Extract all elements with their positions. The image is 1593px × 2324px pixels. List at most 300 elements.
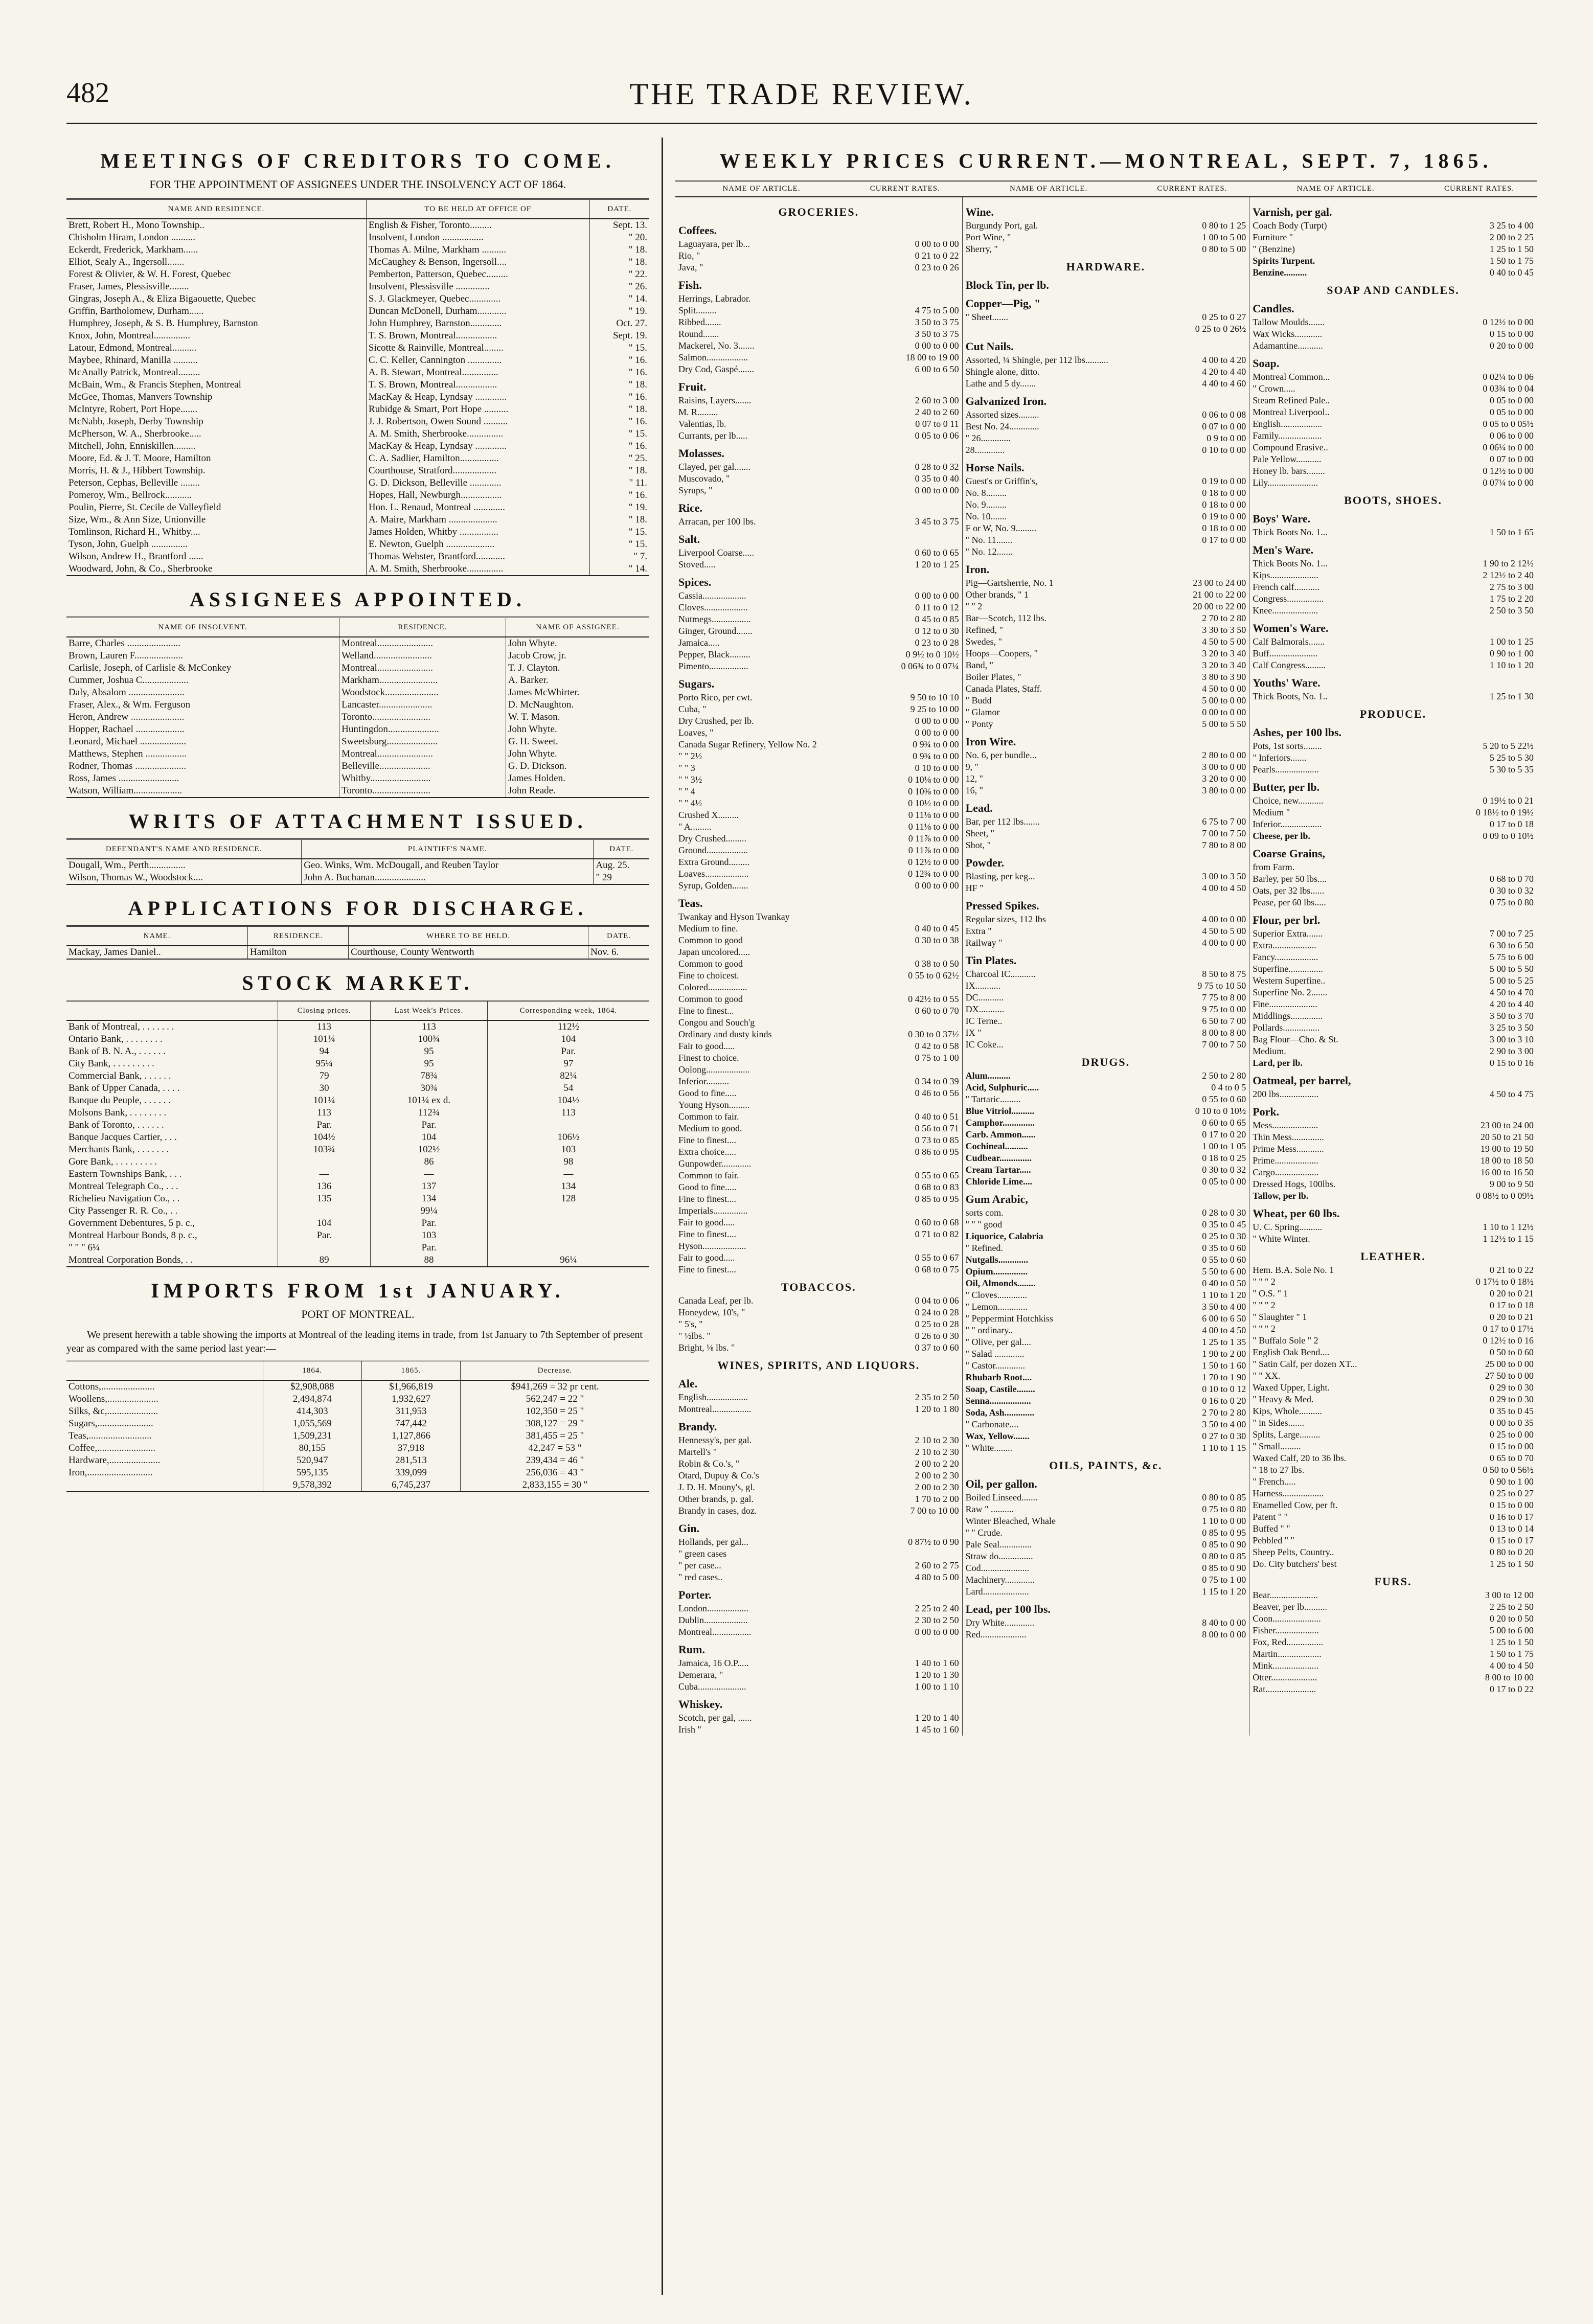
table-cell: " 18. <box>589 244 649 256</box>
price-row <box>1253 928 1534 940</box>
table-row <box>66 477 649 489</box>
price-row <box>1253 1672 1534 1683</box>
price-row <box>966 534 1246 546</box>
price-section-heading: Fish. <box>678 279 702 291</box>
article-rate: 0 80 to 5 00 <box>1202 244 1246 254</box>
table-row <box>66 452 649 465</box>
price-row <box>966 1117 1246 1129</box>
price-section-heading: Wine. <box>965 206 994 218</box>
price-row <box>678 1614 959 1626</box>
col-head-name: NAME OF ARTICLE. <box>1010 185 1088 193</box>
article-rate: 0 40 to 0 45 <box>915 923 959 933</box>
article-name: Scotch, per gal, ...... <box>678 1713 752 1723</box>
table-cell: Ontario Bank, . . . . . . . . <box>69 1034 163 1044</box>
article-name: Loaves................... <box>678 869 749 879</box>
price-row <box>966 1164 1246 1176</box>
price-row <box>966 648 1246 659</box>
article-rate: 1 12½ to 1 15 <box>1483 1234 1534 1244</box>
article-rate: 0 18 to 0 00 <box>1202 523 1246 533</box>
table-cell: — <box>487 1168 649 1180</box>
article-name: Bar—Scotch, 112 lbs. <box>965 613 1046 623</box>
article-rate: 0 05 to 0 05½ <box>1483 419 1534 429</box>
article-rate: 2 70 to 2 80 <box>1202 613 1246 623</box>
price-row <box>1253 795 1534 807</box>
price-column <box>1249 197 1537 1736</box>
article-rate: 5 75 to 6 00 <box>1489 952 1534 962</box>
article-name: Compound Erasive.. <box>1253 442 1328 452</box>
table-cell: " 19. <box>589 305 649 317</box>
price-row <box>966 601 1246 612</box>
article-name: " Refined. <box>965 1243 1003 1253</box>
article-rate: 0 06 to 0 08 <box>1202 409 1246 420</box>
price-row <box>678 1123 959 1134</box>
price-row <box>678 1560 959 1571</box>
price-row <box>678 395 959 406</box>
price-row <box>1253 873 1534 885</box>
price-row <box>1253 1523 1534 1535</box>
price-row <box>1253 1264 1534 1276</box>
price-row <box>678 1548 959 1560</box>
article-rate: 0 19½ to 0 21 <box>1483 795 1534 806</box>
price-row <box>1253 659 1534 671</box>
article-rate: 5 00 to 5 50 <box>1202 719 1246 729</box>
price-row <box>678 1064 959 1076</box>
table-cell: 6,745,237 <box>361 1479 460 1492</box>
article-rate: 3 20 to 3 40 <box>1202 660 1246 670</box>
article-name: " per case... <box>678 1560 721 1570</box>
table-cell: McPherson, W. A., Sherbrooke..... <box>69 428 201 439</box>
table-cell: Pomeroy, Wm., Bellrock........... <box>69 490 192 500</box>
article-rate: 0 90 to 1 00 <box>1489 648 1534 658</box>
article-name: " 18 to 27 lbs. <box>1253 1465 1305 1475</box>
table-cell: " 18. <box>589 403 649 416</box>
price-section-heading: PRODUCE. <box>1359 708 1427 720</box>
table-cell: Daly, Absalom ....................... <box>69 687 185 698</box>
price-section-heading: Varnish, per gal. <box>1253 206 1332 218</box>
article-rate: 0 11⅞ to 0 00 <box>908 845 959 855</box>
article-name: DX........... <box>965 1004 1005 1014</box>
article-name: " ½lbs. " <box>678 1331 711 1341</box>
table-cell: Toronto........................ <box>339 711 506 723</box>
table-cell: Knox, John, Montreal............... <box>69 330 191 341</box>
price-row <box>678 1603 959 1614</box>
article-rate: 25 00 to 0 00 <box>1485 1359 1534 1369</box>
article-name: Bar, per 112 lbs....... <box>965 816 1040 827</box>
article-rate: 1 90 to 2 12½ <box>1483 558 1534 568</box>
price-section-heading: Powder. <box>965 856 1005 869</box>
article-rate: 1 25 to 1 30 <box>1489 691 1534 701</box>
article-name: " Sheet....... <box>965 312 1008 322</box>
price-row <box>678 1392 959 1403</box>
table-cell: Commercial Bank, . . . . . . <box>69 1070 171 1081</box>
table-cell: 103 <box>487 1144 649 1156</box>
table-cell: Gingras, Joseph A., & Eliza Bigaouette, Quebec <box>69 293 256 304</box>
article-rate: 1 20 to 1 40 <box>915 1713 959 1723</box>
article-rate: 5 00 to 5 50 <box>1489 964 1534 974</box>
table-cell: Welland........................ <box>339 650 506 662</box>
article-name: " " 3½ <box>678 774 702 785</box>
article-rate: 6 30 to 6 50 <box>1489 940 1534 950</box>
article-rate: 0 17 to 0 18 <box>1489 1300 1534 1310</box>
price-row <box>678 1724 959 1736</box>
price-row <box>1253 1476 1534 1488</box>
table-cell: 100¾ <box>371 1033 488 1045</box>
article-rate: 0 12½ to 0 00 <box>908 857 959 867</box>
article-name: Bear..................... <box>1253 1590 1318 1600</box>
table-cell: Duncan McDonell, Durham............ <box>366 305 589 317</box>
price-row <box>678 993 959 1005</box>
table-cell: Heron, Andrew ...................... <box>69 712 185 722</box>
column-header <box>66 1001 278 1021</box>
article-rate: 2 00 to 2 30 <box>915 1482 959 1492</box>
article-rate: 2 30 to 2 50 <box>915 1615 959 1625</box>
table-cell: Silks, &c,..................... <box>69 1406 158 1417</box>
article-rate: 3 20 to 0 00 <box>1202 773 1246 784</box>
article-name: Enamelled Cow, per ft. <box>1253 1500 1338 1510</box>
article-rate <box>875 1064 959 1076</box>
article-rate: 0 27 to 0 30 <box>1202 1431 1246 1441</box>
article-rate: 1 00 to 5 00 <box>1202 232 1246 242</box>
article-name: Rhubarb Root.... <box>965 1372 1032 1382</box>
article-rate: 1 50 to 1 75 <box>1489 256 1534 266</box>
table-cell: Brown, Lauren F.................... <box>69 650 183 661</box>
article-name: " in Sides....... <box>1253 1418 1305 1428</box>
table-cell: Montreal....................... <box>339 748 506 760</box>
article-rate: 0 11⅛ to 0 00 <box>908 822 959 832</box>
table-cell: " 15. <box>589 428 649 440</box>
article-name: Choice, new........... <box>1253 795 1324 806</box>
article-rate: 0 20 to 0 21 <box>1489 1312 1534 1322</box>
column-header: NAME. <box>66 926 248 946</box>
article-name: English.................. <box>678 1392 748 1402</box>
price-row <box>966 1430 1246 1442</box>
price-row <box>1253 1546 1534 1558</box>
article-rate: 0 30 to 0 32 <box>1489 885 1534 896</box>
article-name: Canada Sugar Refinery, Yellow No. 2 <box>678 739 817 749</box>
article-rate: 0 18 to 0 00 <box>1202 488 1246 498</box>
col-head-name: NAME OF ARTICLE. <box>722 185 801 193</box>
article-name: Bright, ⅛ lbs. " <box>678 1342 735 1353</box>
price-section-heading: Coffees. <box>678 224 717 237</box>
article-name: Coach Body (Turpt) <box>1253 220 1327 231</box>
column-header: NAME OF ASSIGNEE. <box>506 618 649 637</box>
price-row <box>1253 963 1534 975</box>
article-rate: 0 50 to 0 60 <box>1489 1347 1534 1357</box>
article-name: Demerara, " <box>678 1670 723 1680</box>
table-cell: 9,578,392 <box>263 1479 361 1492</box>
article-name: " Budd <box>965 695 992 705</box>
article-rate: 1 10 to 1 12½ <box>1483 1222 1534 1232</box>
article-name: 200 lbs................. <box>1253 1089 1319 1099</box>
price-row <box>1253 1417 1534 1429</box>
article-name: " Lemon............. <box>965 1302 1028 1312</box>
price-section-heading: Copper—Pig, " <box>965 297 1041 310</box>
article-rate: 0 37 to 0 60 <box>915 1342 959 1353</box>
table-row <box>66 662 649 674</box>
article-name: Burgundy Port, gal. <box>965 220 1038 231</box>
article-name: Canada Leaf, per lb. <box>678 1295 754 1306</box>
table-cell: 101¼ ex d. <box>371 1095 488 1107</box>
article-name: Round....... <box>678 329 719 339</box>
article-name: Fine to choicest. <box>678 970 739 981</box>
table-cell: 95 <box>371 1058 488 1070</box>
table-cell: 104 <box>487 1033 649 1045</box>
price-row <box>966 914 1246 925</box>
article-name: Cassia................... <box>678 590 746 601</box>
article-rate: 23 00 to 24 00 <box>1193 578 1246 588</box>
article-name: Lard.................... <box>965 1586 1029 1597</box>
table-row <box>66 1205 649 1217</box>
article-name: " Slaughter " 1 <box>1253 1312 1307 1322</box>
price-section-heading: Butter, per lb. <box>1253 781 1320 793</box>
price-row <box>1253 569 1534 581</box>
table-cell: Elliot, Sealy A., Ingersoll....... <box>69 257 185 267</box>
article-rate <box>875 1205 959 1217</box>
table-row <box>66 232 649 244</box>
table-cell: McAnally Patrick, Montreal......... <box>69 367 200 378</box>
table-row <box>66 1193 649 1205</box>
col-head-rate: CURRENT RATES. <box>1157 185 1227 193</box>
article-name: English.................. <box>1253 419 1323 429</box>
article-name: " Satin Calf, per dozen XT... <box>1253 1359 1357 1369</box>
price-row <box>966 1027 1246 1039</box>
article-name: " red cases.. <box>678 1572 723 1582</box>
price-row <box>678 1193 959 1205</box>
article-rate: 0 80 to 0 20 <box>1489 1547 1534 1557</box>
price-row <box>966 589 1246 601</box>
table-cell: Montreal Telegraph Co., . . . <box>69 1181 178 1192</box>
article-rate: 5 25 to 5 30 <box>1489 753 1534 763</box>
article-name: " " " 2 <box>1253 1324 1276 1334</box>
article-rate: 9 00 to 9 50 <box>1489 1179 1534 1189</box>
article-rate: 3 45 to 3 75 <box>915 516 959 527</box>
article-name: Pimento................. <box>678 661 748 671</box>
article-rate: 9 75 to 0 00 <box>1202 1004 1246 1014</box>
article-rate: 0 30 to 0 37½ <box>908 1029 959 1039</box>
price-row <box>678 868 959 880</box>
table-cell: Hopper, Rachael .................... <box>69 724 185 735</box>
article-rate: 2 00 to 2 30 <box>915 1470 959 1480</box>
price-row <box>1253 1022 1534 1034</box>
article-rate: 0 60 to 0 70 <box>915 1006 959 1016</box>
article-name: Young Hyson......... <box>678 1100 750 1110</box>
price-row <box>966 1289 1246 1301</box>
price-row <box>1253 1288 1534 1300</box>
article-rate: 0 30 to 0 32 <box>1202 1165 1246 1175</box>
table-cell: 112¾ <box>371 1107 488 1119</box>
price-row <box>966 1039 1246 1051</box>
article-rate: 0 10 to 0 00 <box>915 763 959 773</box>
table-cell: Geo. Winks, Wm. McDougall, and Reuben Taylor <box>302 859 594 872</box>
article-name: Knee.................... <box>1253 605 1318 616</box>
article-rate: 8 00 to 0 00 <box>1202 1629 1246 1639</box>
article-name: Lathe and 5 dy....... <box>965 378 1036 389</box>
price-row <box>678 946 959 958</box>
price-row <box>1253 1323 1534 1335</box>
article-rate: 0 11⅞ to 0 00 <box>908 833 959 844</box>
price-row <box>966 1503 1246 1515</box>
table-cell: " 18. <box>589 379 649 391</box>
table-cell: Leonard, Michael ................... <box>69 736 187 747</box>
article-rate: 7 00 to 7 50 <box>1202 1039 1246 1050</box>
price-row <box>966 487 1246 499</box>
article-rate: 0 11⅛ to 0 00 <box>908 810 959 820</box>
table-cell: 1,932,627 <box>361 1393 460 1405</box>
price-row <box>966 636 1246 648</box>
price-row <box>966 1492 1246 1503</box>
article-rate: 0 25 to 0 28 <box>915 1319 959 1329</box>
article-rate: 20 50 to 21 50 <box>1480 1132 1534 1142</box>
article-rate: 0 06 to 0 00 <box>1489 430 1534 441</box>
price-row <box>1253 885 1534 897</box>
price-row <box>966 1629 1246 1641</box>
price-row <box>678 660 959 672</box>
price-row <box>1253 1589 1534 1601</box>
price-row <box>1253 430 1534 442</box>
table-cell: " 18. <box>589 514 649 526</box>
article-name: Kips..................... <box>1253 570 1318 580</box>
price-row <box>1253 1221 1534 1233</box>
price-row <box>1253 220 1534 232</box>
article-rate: 0 15 to 0 00 <box>1489 1441 1534 1451</box>
table-cell: 1,055,569 <box>263 1418 361 1430</box>
article-name: Port Wine, " <box>965 232 1011 242</box>
article-rate: 0 23 to 0 28 <box>915 637 959 648</box>
article-rate: 0 75 to 0 80 <box>1202 1504 1246 1514</box>
article-name: Hollands, per gal... <box>678 1537 748 1547</box>
article-name: Salmon.................. <box>678 352 748 362</box>
article-name: Buffed " " <box>1253 1523 1290 1534</box>
table-cell: " 15. <box>589 342 649 354</box>
table-cell: Rodner, Thomas ..................... <box>69 761 187 771</box>
article-rate: 1 25 to 1 50 <box>1489 244 1534 254</box>
price-row <box>966 323 1246 335</box>
article-name: Honeydew, 10's, " <box>678 1307 745 1317</box>
table-cell: 96¼ <box>487 1254 649 1267</box>
article-name: Fox, Red................ <box>1253 1637 1324 1647</box>
price-section-heading: OILS, PAINTS, &c. <box>1049 1459 1163 1472</box>
article-rate <box>875 1548 959 1560</box>
article-name: Shot, " <box>965 840 991 850</box>
price-row <box>1253 1034 1534 1045</box>
table-cell: 113 <box>487 1107 649 1119</box>
table-cell: " 19. <box>589 502 649 514</box>
table-cell: 562,247 = 22 " <box>461 1393 649 1405</box>
table-cell: Montreal Harbour Bonds, 8 p. c., <box>69 1230 197 1241</box>
price-row <box>1253 691 1534 702</box>
price-section-heading: Iron. <box>965 563 990 576</box>
table-row <box>66 785 649 798</box>
table-cell: Poulin, Pierre, St. Cecile de Valleyfield <box>69 502 221 513</box>
price-row <box>678 418 959 430</box>
price-section-heading: Gum Arabic, <box>965 1193 1028 1205</box>
article-rate <box>875 1017 959 1029</box>
article-rate: 18 00 to 18 50 <box>1480 1155 1534 1166</box>
price-row <box>1253 1558 1534 1570</box>
price-row <box>1253 605 1534 617</box>
table-cell: 104½ <box>487 1095 649 1107</box>
article-name: Rio, " <box>678 250 700 261</box>
price-row <box>678 692 959 703</box>
price-row <box>966 1325 1246 1336</box>
price-row <box>678 328 959 340</box>
price-row <box>678 1158 959 1170</box>
article-rate: 0 26 to 0 30 <box>915 1331 959 1341</box>
article-rate: 4 00 to 0 00 <box>1202 914 1246 924</box>
article-rate: 1 50 to 1 60 <box>1202 1360 1246 1371</box>
article-name: Camphor.............. <box>965 1118 1035 1128</box>
article-name: Waxed Calf, 20 to 36 lbs. <box>1253 1453 1347 1463</box>
table-cell <box>278 1205 371 1217</box>
table-cell: A. M. Smith, Sherbrooke............... <box>366 563 589 576</box>
table-cell: 102½ <box>371 1144 488 1156</box>
article-rate: 8 00 to 8 00 <box>1202 1028 1246 1038</box>
price-row <box>678 1307 959 1318</box>
article-name: Canada Plates, Staff. <box>965 683 1042 694</box>
article-name: Good to fine..... <box>678 1182 737 1192</box>
price-row <box>966 718 1246 730</box>
table-cell: Sicotte & Rainville, Montreal........ <box>366 342 589 354</box>
price-row <box>678 982 959 993</box>
prices-header-row <box>675 180 1537 197</box>
price-row <box>678 1403 959 1415</box>
table-cell: Oct. 27. <box>589 317 649 330</box>
table-row <box>66 1180 649 1193</box>
article-rate: 0 00 to 0 00 <box>915 590 959 601</box>
article-name: Laguayara, per lb... <box>678 239 750 249</box>
table-cell <box>487 1205 649 1217</box>
article-rate: 0 29 to 0 30 <box>1489 1394 1534 1404</box>
price-row <box>1253 1464 1534 1476</box>
article-rate: 4 50 to 4 75 <box>1489 1089 1534 1099</box>
article-rate: 2 50 to 2 80 <box>1202 1070 1246 1081</box>
price-row <box>1253 383 1534 395</box>
article-name: Western Superfine.. <box>1253 975 1326 986</box>
article-name: Hem. B.A. Sole No. 1 <box>1253 1265 1334 1275</box>
article-rate: 0 13 to 0 14 <box>1489 1523 1534 1534</box>
price-row <box>1253 951 1534 963</box>
article-rate: 1 10 to 1 20 <box>1202 1290 1246 1300</box>
article-name: Carb. Ammon...... <box>965 1129 1036 1140</box>
price-row <box>1253 371 1534 383</box>
article-rate: 0 00 to 0 00 <box>915 340 959 351</box>
article-rate: 4 20 to 4 40 <box>1202 367 1246 377</box>
table-cell: Par. <box>371 1217 488 1229</box>
table-cell: 95¼ <box>278 1058 371 1070</box>
price-row <box>1253 1660 1534 1672</box>
price-row <box>966 1442 1246 1454</box>
column-header: DEFENDANT'S NAME AND RESIDENCE. <box>66 839 302 859</box>
table-row <box>66 1254 649 1267</box>
article-name: Montreal Liverpool.. <box>1253 407 1330 417</box>
price-row <box>966 546 1246 558</box>
article-rate: 0 55 to 0 60 <box>1202 1094 1246 1104</box>
writs-table <box>66 838 649 885</box>
price-row <box>678 935 959 946</box>
table-cell: City Passenger R. R. Co., . . <box>69 1205 178 1216</box>
article-name: Finest to choice. <box>678 1053 739 1063</box>
table-cell: " 26. <box>589 281 649 293</box>
article-name: Cochineal.......... <box>965 1141 1028 1151</box>
article-rate <box>875 1099 959 1111</box>
article-rate: 0 17 to 0 00 <box>1202 535 1246 545</box>
table-row <box>66 711 649 723</box>
column-header: Decrease. <box>461 1361 649 1381</box>
article-rate: 0 18 to 0 00 <box>1202 499 1246 510</box>
table-cell: Bank of Toronto, . . . . . . <box>69 1120 164 1130</box>
article-name: Acid, Sulphuric..... <box>965 1082 1039 1092</box>
price-row <box>678 727 959 739</box>
